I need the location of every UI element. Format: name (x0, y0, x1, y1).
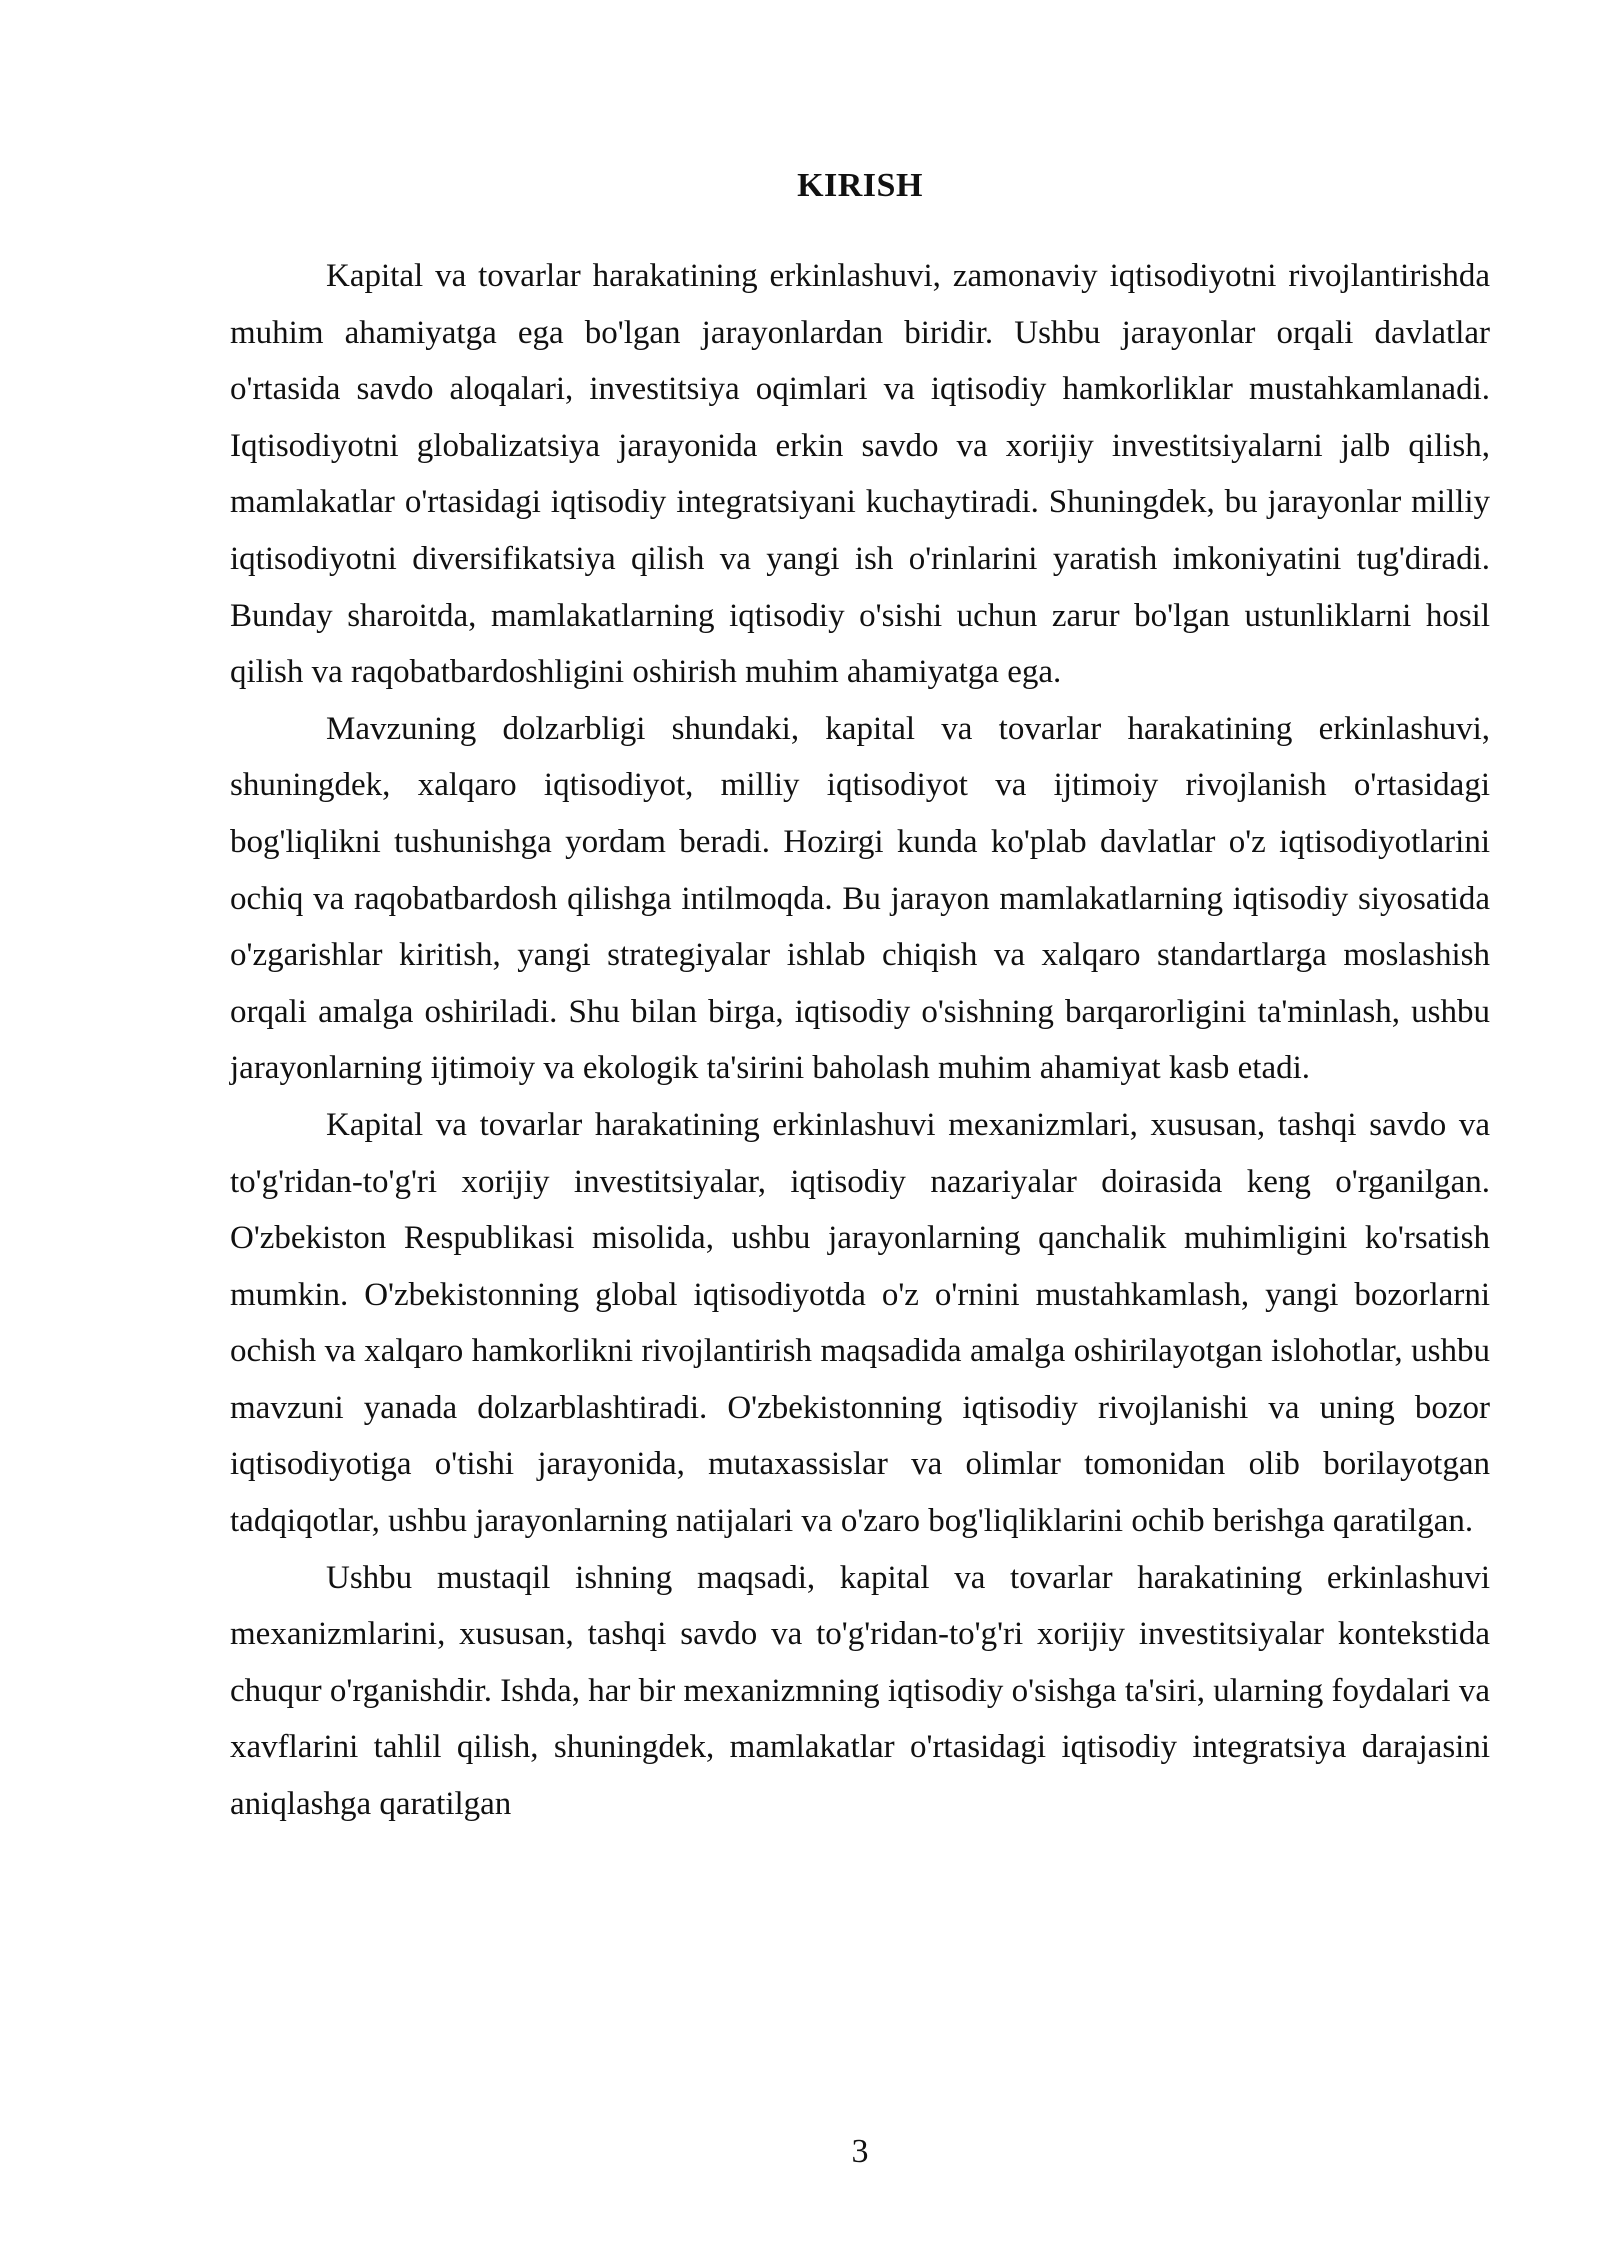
paragraph-2: Mavzuning dolzarbligi shundaki, kapital va tovarlar harakatining erkinlashuvi, shuningdek, xalqaro iqtisodiyot, milliy iqtisodiyot va ijtimoiy rivojlanish o'rtasidagi bog'liqlikni tushunishga yordam beradi. Hozirgi kunda ko'plab davlatlar o'z iqtisodiyotlarini ochiq va raqobatbardosh qilishga intilmoqda. Bu jarayon mamlakatlarning iqtisodiy siyosatida o'zgarishlar kiritish, yangi strategiyalar ishlab chiqish va xalqaro standartlarga moslashish orqali amalga oshiriladi. Shu bilan birga, iqtisodiy o'sishning barqarorligini ta'minlash, ushbu jarayonlarning ijtimoiy va ekologik ta'sirini baholash muhim ahamiyat kasb etadi. (230, 710, 1490, 1087)
page-number: 3 (851, 2133, 869, 2170)
paragraph-1: Kapital va tovarlar harakatining erkinlashuvi, zamonaviy iqtisodiyotni rivojlantirishda muhim ahamiyatga ega bo'lgan jarayonlardan biridir. Ushbu jarayonlar orqali davlatlar o'rtasida savdo aloqalari, investitsiya oqimlari va iqtisodiy hamkorliklar mustahkamlanadi. Iqtisodiyotni globalizatsiya jarayonida erkin savdo va xorijiy investitsiyalarni jalb qilish, mamlakatlar o'rtasidagi iqtisodiy integratsiyani kuchaytiradi. Shuningdek, bu jarayonlar milliy iqtisodiyotni diversifikatsiya qilish va yangi ish o'rinlarini yaratish imkoniyatini tug'diradi. Bunday sharoitda, mamlakatlarning iqtisodiy o'sishi uchun zarur bo'lgan ustunliklarni hosil qilish va raqobatbardoshligini oshirish muhim ahamiyatga ega. (230, 258, 1490, 691)
paragraph-3: Kapital va tovarlar harakatining erkinlashuvi mexanizmlari, xususan, tashqi savdo va to'g'ridan-to'g'ri xorijiy investitsiyalar, iqtisodiy nazariyalar doirasida keng o'rganilgan. O'zbekiston Respublikasi misolida, ushbu jarayonlarning qanchalik muhimligini ko'rsatish mumkin. O'zbekistonning global iqtisodiyotda o'z o'rnini mustahkamlash, yangi bozorlarni ochish va xalqaro hamkorlikni rivojlantirish maqsadida amalga oshirilayotgan islohotlar, ushbu mavzuni yanada dolzarblashtiradi. O'zbekistonning iqtisodiy rivojlanishi va uning bozor iqtisodiyotiga o'tishi jarayonida, mutaxassislar va olimlar tomonidan olib borilayotgan tadqiqotlar, ushbu jarayonlarning natijalari va o'zaro bog'liqliklarini ochib berishga qaratilgan. (230, 1106, 1490, 1540)
paragraph-4: Ushbu mustaqil ishning maqsadi, kapital va tovarlar harakatining erkinlashuvi mexanizmlarini, xususan, tashqi savdo va to'g'ridan-to'g'ri xorijiy investitsiyalar kontekstida chuqur o'rganishdir. Ishda, har bir mexanizmning iqtisodiy o'sishga ta'siri, ularning foydalari va xavflarini tahlil qilish, shuningdek, mamlakatlar o'rtasidagi iqtisodiy integratsiya darajasini aniqlashga qaratilgan (230, 1559, 1490, 1823)
section-title: KIRISH (797, 167, 923, 204)
body-text (230, 248, 1490, 1833)
